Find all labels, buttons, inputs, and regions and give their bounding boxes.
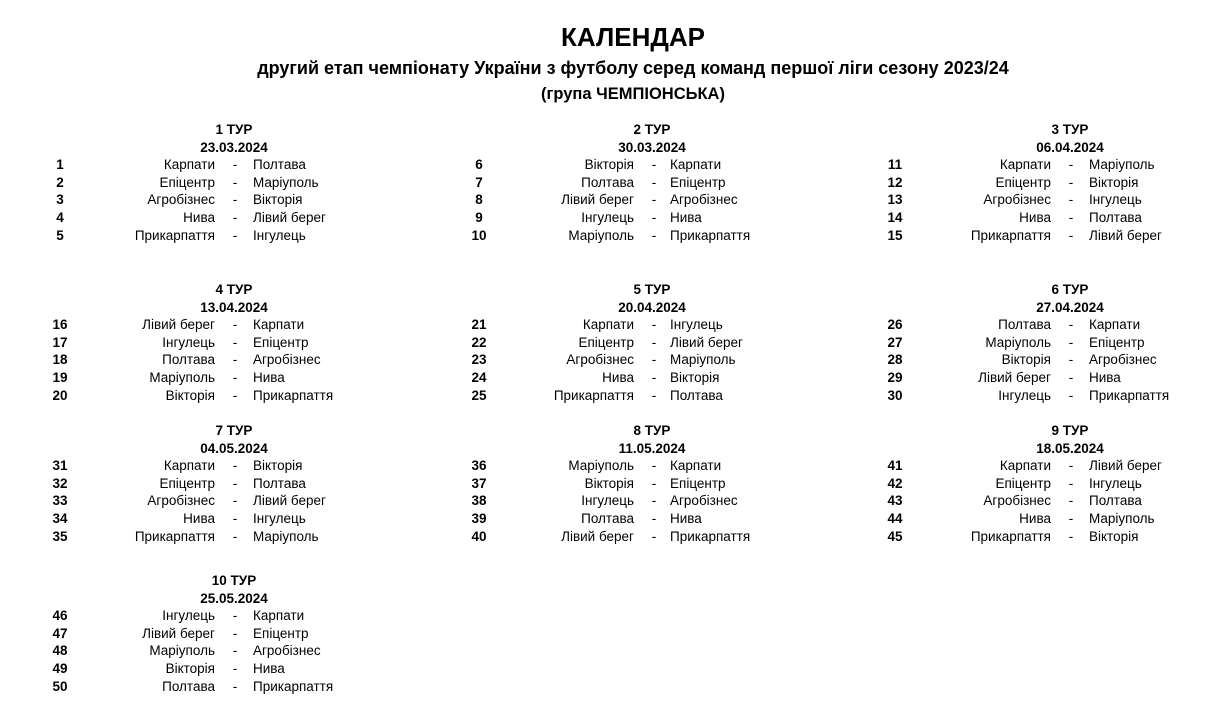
away-team: Епіцентр xyxy=(253,625,309,641)
away-team: Полтава xyxy=(253,475,306,491)
away-team: Полтава xyxy=(1089,493,1142,509)
home-team: Прикарпаття xyxy=(134,227,215,243)
round-title: 5 ТУР xyxy=(633,282,671,297)
match-number: 32 xyxy=(52,475,68,491)
away-team: Агробізнес xyxy=(670,192,738,208)
match-separator: - xyxy=(1068,157,1074,172)
home-team: Прикарпаття xyxy=(553,387,634,403)
match-number: 1 xyxy=(56,157,64,172)
match-number: 44 xyxy=(887,511,903,527)
home-team: Лівий берег xyxy=(142,625,215,641)
away-team: Вікторія xyxy=(253,458,303,473)
match-number: 5 xyxy=(56,227,64,243)
home-team: Полтава xyxy=(162,352,215,368)
away-team: Інгулець xyxy=(1089,475,1142,491)
away-team: Нива xyxy=(1089,370,1121,386)
home-team: Вікторія xyxy=(165,661,215,677)
match-number: 33 xyxy=(52,493,68,509)
match-number: 30 xyxy=(887,387,903,403)
home-team: Карпати xyxy=(163,458,215,473)
match-number: 41 xyxy=(887,458,903,473)
match-separator: - xyxy=(232,458,238,473)
home-team: Епіцентр xyxy=(159,475,215,491)
round-date: 23.03.2024 xyxy=(200,139,268,155)
match-number: 27 xyxy=(887,334,903,350)
home-team: Агробізнес xyxy=(566,352,634,368)
match-separator: - xyxy=(651,511,657,527)
home-team: Нива xyxy=(183,210,215,226)
match-separator: - xyxy=(232,334,238,350)
home-team: Нива xyxy=(602,370,634,386)
home-team: Вікторія xyxy=(1001,352,1051,368)
match-separator: - xyxy=(232,157,238,172)
match-separator: - xyxy=(232,661,238,677)
home-team: Маріуполь xyxy=(149,643,215,659)
match-number: 24 xyxy=(471,370,487,386)
match-separator: - xyxy=(651,334,657,350)
home-team: Агробізнес xyxy=(983,192,1051,208)
match-number: 18 xyxy=(52,352,68,368)
match-number: 48 xyxy=(52,643,68,659)
match-number: 13 xyxy=(887,192,903,208)
match-separator: - xyxy=(651,493,657,509)
match-number: 43 xyxy=(887,493,903,509)
match-number: 9 xyxy=(475,210,483,226)
match-number: 19 xyxy=(52,370,68,386)
match-number: 17 xyxy=(52,334,68,350)
match-number: 6 xyxy=(475,157,483,172)
away-team: Епіцентр xyxy=(253,334,309,350)
away-team: Маріуполь xyxy=(670,352,736,368)
match-separator: - xyxy=(651,192,657,208)
match-number: 36 xyxy=(471,458,487,473)
round-date: 25.05.2024 xyxy=(200,590,268,606)
away-team: Прикарпаття xyxy=(670,528,751,544)
match-separator: - xyxy=(232,317,238,332)
match-number: 29 xyxy=(887,370,903,386)
match-separator: - xyxy=(651,370,657,386)
match-separator: - xyxy=(1068,174,1074,190)
round-date: 11.05.2024 xyxy=(618,440,686,456)
match-separator: - xyxy=(1068,387,1074,403)
home-team: Карпати xyxy=(999,157,1051,172)
away-team: Вікторія xyxy=(253,192,303,208)
match-separator: - xyxy=(1068,192,1074,208)
match-number: 35 xyxy=(52,528,68,544)
home-team: Вікторія xyxy=(165,387,215,403)
away-team: Агробізнес xyxy=(253,352,321,368)
away-team: Полтава xyxy=(1089,210,1142,226)
match-number: 10 xyxy=(471,227,487,243)
round-title: 10 ТУР xyxy=(211,573,257,588)
away-team: Прикарпаття xyxy=(253,387,334,403)
match-number: 25 xyxy=(471,387,487,403)
match-separator: - xyxy=(651,174,657,190)
match-separator: - xyxy=(651,458,657,473)
round-title: 4 ТУР xyxy=(215,282,253,297)
away-team: Інгулець xyxy=(253,227,306,243)
home-team: Інгулець xyxy=(162,334,215,350)
match-separator: - xyxy=(651,227,657,243)
match-number: 31 xyxy=(52,458,68,473)
away-team: Карпати xyxy=(1089,317,1141,332)
away-team: Полтава xyxy=(670,387,723,403)
match-number: 2 xyxy=(56,174,64,190)
home-team: Полтава xyxy=(581,174,634,190)
home-team: Маріуполь xyxy=(149,370,215,386)
away-team: Лівий берег xyxy=(1089,227,1162,243)
home-team: Епіцентр xyxy=(159,174,215,190)
away-team: Прикарпаття xyxy=(670,227,751,243)
match-number: 50 xyxy=(52,678,68,694)
match-separator: - xyxy=(1068,227,1074,243)
away-team: Карпати xyxy=(253,608,305,623)
home-team: Лівий берег xyxy=(142,317,215,332)
match-separator: - xyxy=(232,352,238,368)
match-separator: - xyxy=(232,227,238,243)
match-separator: - xyxy=(651,157,657,172)
away-team: Маріуполь xyxy=(253,528,319,544)
match-number: 4 xyxy=(56,210,64,226)
match-separator: - xyxy=(1068,493,1074,509)
home-team: Агробізнес xyxy=(147,192,215,208)
away-team: Нива xyxy=(670,511,702,527)
round-date: 20.04.2024 xyxy=(618,299,686,315)
match-separator: - xyxy=(1068,511,1074,527)
home-team: Вікторія xyxy=(584,157,634,172)
home-team: Інгулець xyxy=(162,608,215,623)
home-team: Лівий берег xyxy=(561,192,634,208)
away-team: Інгулець xyxy=(1089,192,1142,208)
away-team: Нива xyxy=(253,661,285,677)
match-number: 16 xyxy=(52,317,68,332)
match-number: 34 xyxy=(52,511,68,527)
home-team: Прикарпаття xyxy=(134,528,215,544)
match-number: 49 xyxy=(52,661,68,677)
home-team: Лівий берег xyxy=(978,370,1051,386)
match-separator: - xyxy=(232,174,238,190)
away-team: Лівий берег xyxy=(1089,458,1162,473)
match-separator: - xyxy=(651,475,657,491)
round-date: 13.04.2024 xyxy=(200,299,268,315)
home-team: Прикарпаття xyxy=(970,227,1051,243)
away-team: Прикарпаття xyxy=(253,678,334,694)
home-team: Нива xyxy=(183,511,215,527)
match-number: 45 xyxy=(887,528,903,544)
home-team: Карпати xyxy=(582,317,634,332)
match-number: 15 xyxy=(887,227,903,243)
round-title: 9 ТУР xyxy=(1051,423,1089,438)
match-separator: - xyxy=(232,643,238,659)
match-number: 42 xyxy=(887,475,903,491)
away-team: Вікторія xyxy=(1089,174,1139,190)
home-team: Нива xyxy=(1019,210,1051,226)
home-team: Маріуполь xyxy=(985,334,1051,350)
match-separator: - xyxy=(232,493,238,509)
match-number: 14 xyxy=(887,210,903,226)
round-title: 6 ТУР xyxy=(1051,282,1089,297)
away-team: Лівий берег xyxy=(670,334,743,350)
match-number: 23 xyxy=(471,352,487,368)
away-team: Карпати xyxy=(670,458,722,473)
match-separator: - xyxy=(232,370,238,386)
home-team: Епіцентр xyxy=(995,174,1051,190)
away-team: Нива xyxy=(253,370,285,386)
home-team: Карпати xyxy=(163,157,215,172)
away-team: Агробізнес xyxy=(1089,352,1157,368)
match-separator: - xyxy=(1068,528,1074,544)
match-number: 8 xyxy=(475,192,483,208)
round-date: 27.04.2024 xyxy=(1036,299,1104,315)
home-team: Маріуполь xyxy=(568,458,634,473)
home-team: Інгулець xyxy=(581,210,634,226)
round-date: 18.05.2024 xyxy=(1036,440,1104,456)
match-number: 26 xyxy=(887,317,903,332)
away-team: Епіцентр xyxy=(670,174,726,190)
round-title: 7 ТУР xyxy=(215,423,253,438)
home-team: Інгулець xyxy=(998,387,1051,403)
away-team: Карпати xyxy=(253,317,305,332)
away-team: Прикарпаття xyxy=(1089,387,1170,403)
home-team: Лівий берег xyxy=(561,528,634,544)
match-number: 21 xyxy=(471,317,487,332)
match-separator: - xyxy=(232,387,238,403)
match-separator: - xyxy=(1068,317,1074,332)
match-separator: - xyxy=(232,210,238,226)
round-date: 30.03.2024 xyxy=(618,139,686,155)
away-team: Маріуполь xyxy=(1089,157,1155,172)
away-team: Лівий берег xyxy=(253,210,326,226)
round-title: 2 ТУР xyxy=(633,122,671,137)
away-team: Нива xyxy=(670,210,702,226)
home-team: Маріуполь xyxy=(568,227,634,243)
away-team: Вікторія xyxy=(670,370,720,386)
match-number: 22 xyxy=(471,334,487,350)
away-team: Вікторія xyxy=(1089,528,1139,544)
match-number: 37 xyxy=(471,475,487,491)
match-separator: - xyxy=(232,608,238,623)
page-subtitle: другий етап чемпіонату України з футболу серед команд першої ліги сезону 2023/24 xyxy=(257,58,1009,78)
home-team: Нива xyxy=(1019,511,1051,527)
round-title: 8 ТУР xyxy=(633,423,671,438)
group-label: (група ЧЕМПІОНСЬКА) xyxy=(541,85,725,103)
match-separator: - xyxy=(1068,352,1074,368)
away-team: Епіцентр xyxy=(1089,334,1145,350)
match-number: 3 xyxy=(56,192,64,208)
match-separator: - xyxy=(232,625,238,641)
home-team: Вікторія xyxy=(584,475,634,491)
away-team: Інгулець xyxy=(253,511,306,527)
match-number: 38 xyxy=(471,493,487,509)
match-separator: - xyxy=(232,192,238,208)
match-number: 11 xyxy=(887,157,903,172)
match-separator: - xyxy=(651,387,657,403)
away-team: Полтава xyxy=(253,157,306,172)
away-team: Маріуполь xyxy=(253,174,319,190)
match-number: 40 xyxy=(471,528,487,544)
match-number: 7 xyxy=(475,174,483,190)
away-team: Епіцентр xyxy=(670,475,726,491)
match-number: 28 xyxy=(887,352,903,368)
home-team: Епіцентр xyxy=(995,475,1051,491)
match-separator: - xyxy=(232,528,238,544)
match-separator: - xyxy=(1068,458,1074,473)
home-team: Епіцентр xyxy=(578,334,634,350)
match-separator: - xyxy=(1068,475,1074,491)
match-separator: - xyxy=(1068,210,1074,226)
round-title: 3 ТУР xyxy=(1051,122,1089,137)
home-team: Полтава xyxy=(998,317,1051,332)
home-team: Полтава xyxy=(581,511,634,527)
home-team: Прикарпаття xyxy=(970,528,1051,544)
match-separator: - xyxy=(232,678,238,694)
match-separator: - xyxy=(651,210,657,226)
home-team: Агробізнес xyxy=(983,493,1051,509)
away-team: Маріуполь xyxy=(1089,511,1155,527)
home-team: Інгулець xyxy=(581,493,634,509)
away-team: Лівий берег xyxy=(253,493,326,509)
away-team: Агробізнес xyxy=(670,493,738,509)
match-separator: - xyxy=(1068,334,1074,350)
away-team: Інгулець xyxy=(670,317,723,332)
round-title: 1 ТУР xyxy=(215,122,253,137)
round-date: 06.04.2024 xyxy=(1036,139,1104,155)
away-team: Карпати xyxy=(670,157,722,172)
match-separator: - xyxy=(651,317,657,332)
home-team: Карпати xyxy=(999,458,1051,473)
match-separator: - xyxy=(232,511,238,527)
away-team: Агробізнес xyxy=(253,643,321,659)
match-separator: - xyxy=(651,528,657,544)
match-number: 46 xyxy=(52,608,68,623)
match-separator: - xyxy=(232,475,238,491)
round-date: 04.05.2024 xyxy=(200,440,268,456)
match-separator: - xyxy=(1068,370,1074,386)
match-separator: - xyxy=(651,352,657,368)
home-team: Агробізнес xyxy=(147,493,215,509)
home-team: Полтава xyxy=(162,678,215,694)
page-title: КАЛЕНДАР xyxy=(561,22,705,52)
match-number: 39 xyxy=(471,511,487,527)
match-number: 12 xyxy=(887,174,903,190)
match-number: 47 xyxy=(52,625,68,641)
match-number: 20 xyxy=(52,387,68,403)
